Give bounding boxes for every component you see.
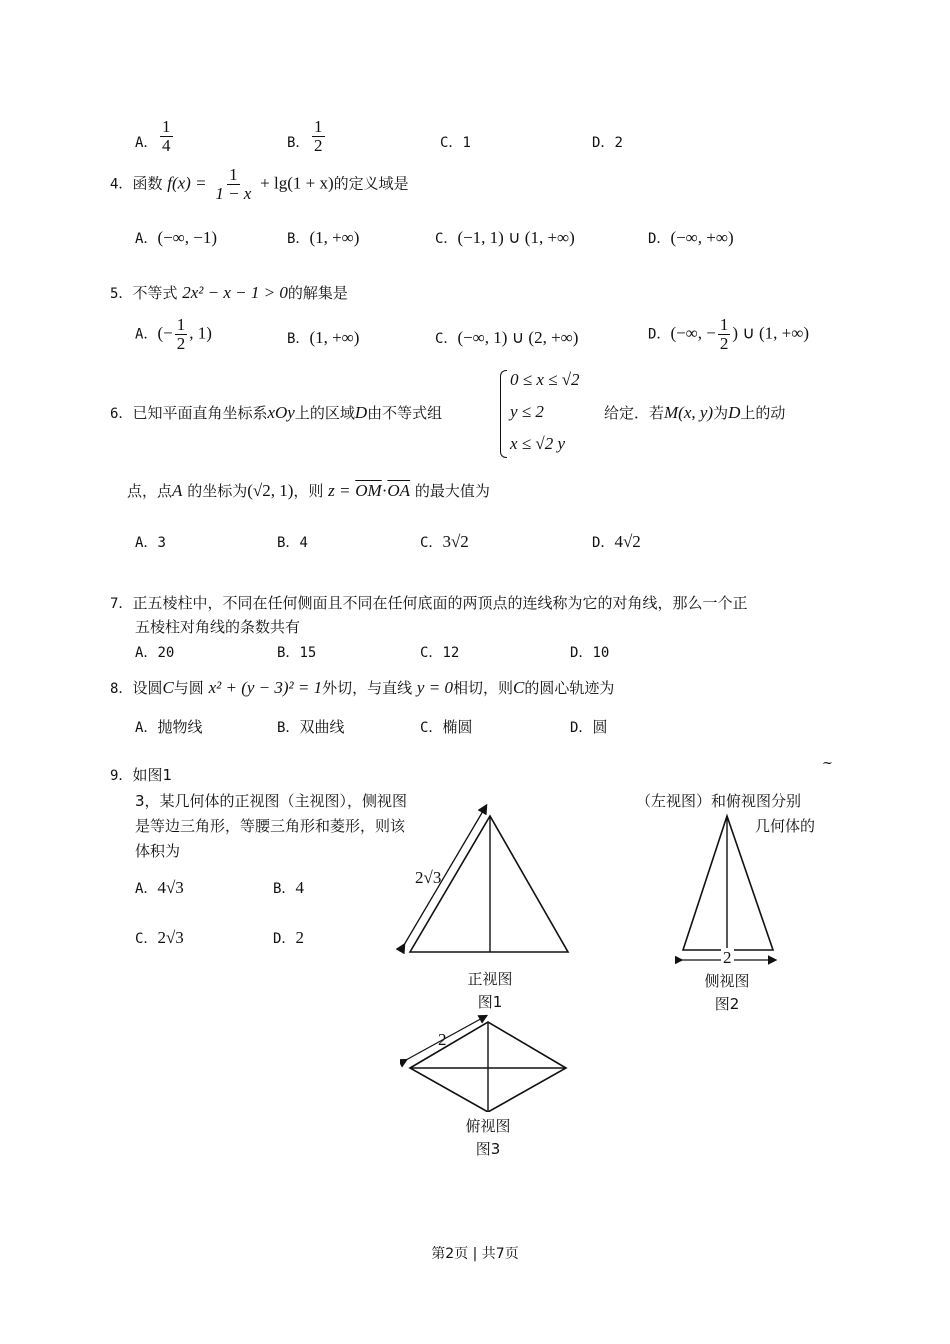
side-view-figure xyxy=(675,810,785,970)
q7-option-b: B．15 xyxy=(277,645,317,661)
q5-option-b: B．(1, +∞) xyxy=(287,328,360,347)
q4-option-d: D．(−∞, +∞) xyxy=(648,228,734,247)
figure-1-label: 图1 xyxy=(477,993,503,1011)
figure-3-label: 图3 xyxy=(475,1140,501,1158)
q6-option-a: A．3 xyxy=(135,535,166,551)
q5-option-a: A．(− $\frac{1}{2}$ , 1) xyxy=(135,315,212,353)
q3-option-a-fraction: $\frac{1}{4}$ xyxy=(162,117,171,155)
q9-option-d: D．2 xyxy=(273,928,304,947)
page-footer: 第2页 | 共7页 xyxy=(431,1246,519,1262)
q7-option-d: D．10 xyxy=(570,645,610,661)
front-view-caption: 正视图 xyxy=(467,970,513,988)
q3-option-c: C．1 xyxy=(440,135,471,151)
q9-option-b: B．4 xyxy=(273,878,304,897)
q3-option-b-letter: B． xyxy=(287,135,310,151)
top-view-figure xyxy=(400,1012,575,1112)
vector-om: $\overline{OM}$ xyxy=(355,481,382,500)
q3-option-a-letter: A． xyxy=(135,135,158,151)
q6-option-c: C．3√2 xyxy=(420,532,469,551)
q7-line2: 五棱柱对角线的条数共有 xyxy=(135,618,301,636)
side-view-dimension: 2 xyxy=(723,948,732,967)
q9-line3-right: 几何体的 xyxy=(755,817,816,835)
q3-option-b-fraction: $\frac{1}{2}$ xyxy=(314,117,323,155)
q8-option-a: A．抛物线 xyxy=(135,718,203,736)
side-view-caption: 侧视图 xyxy=(704,972,750,990)
q6-option-b: B．4 xyxy=(277,535,308,551)
q9-line4: 体积为 xyxy=(135,842,181,860)
q9-line3: 是等边三角形，等腰三角形和菱形，则该 xyxy=(135,817,406,835)
q4-stem: 4．函数 f(x) = $\frac{1}{1 - x}$ + lg(1 + x)的定义域是 xyxy=(110,165,409,203)
q4-option-c: C．(−1, 1) ∪ (1, +∞) xyxy=(435,228,575,247)
q6-system-line3: x ≤ √2 y xyxy=(510,434,566,453)
q6-system-line2: y ≤ 2 xyxy=(510,402,544,421)
q7-option-a: A．20 xyxy=(135,645,175,661)
q7-option-c: C．12 xyxy=(420,645,460,661)
q9-option-c: C．2√3 xyxy=(135,928,184,947)
q6-option-d: D．4√2 xyxy=(592,532,641,551)
q6-line2: 点，点A 的坐标为(√2, 1)，则 $z = \overline{OM}\cdot\overline{OA}$ 的最大值为 xyxy=(127,481,490,500)
top-view-caption: 俯视图 xyxy=(465,1117,511,1135)
q8-option-b: B．双曲线 xyxy=(277,718,345,736)
q9-option-a: A．4√3 xyxy=(135,878,184,897)
q8-option-d: D．圆 xyxy=(570,718,608,736)
q9-line2: 3，某几何体的正视图（主视图），侧视图 xyxy=(135,792,408,810)
q6-line1: 6．已知平面直角坐标系xOy上的区域D由不等式组 xyxy=(110,403,443,422)
q6-system-line1: 0 ≤ x ≤ √2 xyxy=(510,370,580,389)
q6-system-brace xyxy=(500,370,507,458)
top-view-dimension: 2 xyxy=(438,1030,447,1049)
q8-option-c: C．椭圆 xyxy=(420,718,473,736)
q5-option-c: C．(−∞, 1) ∪ (2, +∞) xyxy=(435,328,579,347)
q8-stem: 8．设圆C与圆 x² + (y − 3)² = 1外切，与直线 y = 0相切，则C的圆心轨迹为 xyxy=(110,678,615,697)
q9-line2-right: （左视图）和俯视图分别 xyxy=(636,792,802,810)
q5-stem: 5．不等式 2x² − x − 1 > 0的解集是 xyxy=(110,283,348,302)
q6-line1-right: 给定．若M(x, y)为D上的动 xyxy=(604,403,786,422)
q7-line1: 7．正五棱柱中，不同在任何侧面且不同在任何底面的两顶点的连线称为它的对角线，那么一个正 xyxy=(110,594,748,612)
q3-option-d: D．2 xyxy=(592,135,623,151)
q5-option-d: D．(−∞, − $\frac{1}{2}$ ) ∪ (1, +∞) xyxy=(648,315,810,353)
q4-option-a: A．(−∞, −1) xyxy=(135,228,218,247)
figure-2-label: 图2 xyxy=(714,995,740,1013)
q9-first-line: 9．如图1 xyxy=(110,766,172,784)
q9-tilde: ~ xyxy=(822,756,833,771)
front-view-dimension: 2√3 xyxy=(415,868,442,887)
vector-oa: $\overline{OA}$ xyxy=(387,481,411,500)
q4-option-b: B．(1, +∞) xyxy=(287,228,360,247)
